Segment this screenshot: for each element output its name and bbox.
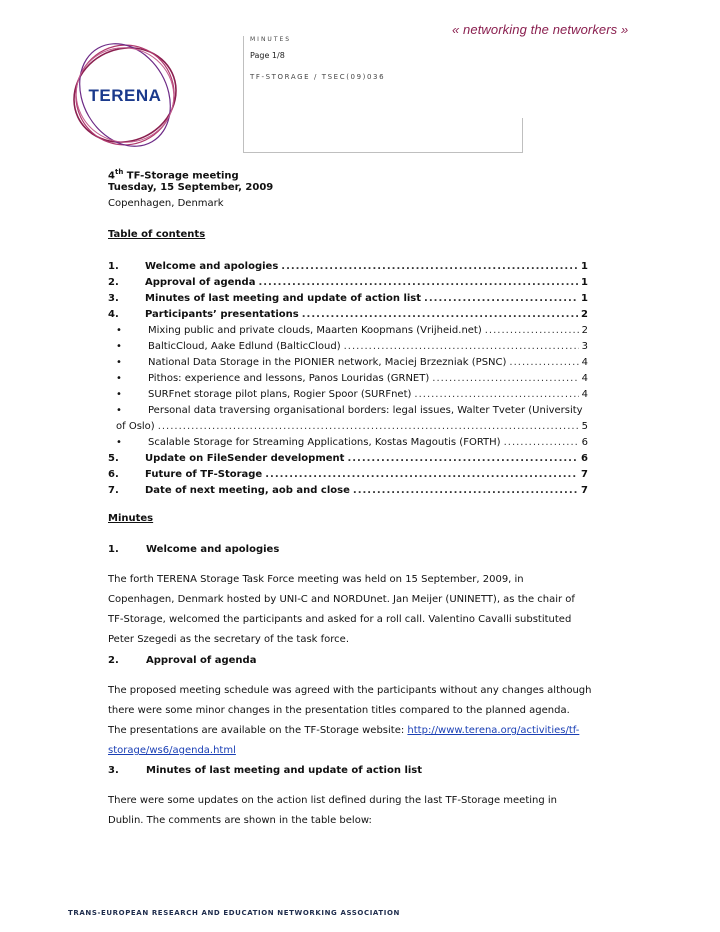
section-3-body: There were some updates on the action list defined during the last TF-Storage meeting in Dublin. The comments are shown in the table below: [108, 795, 558, 826]
toc-entry[interactable]: 2. Approval of agenda ..... 1 [108, 277, 588, 289]
header-divider [243, 36, 244, 153]
toc-sub-entry[interactable]: • Mixing public and private clouds, Maarten Koopmans (Vrijheid.net) ..... 2 [108, 325, 588, 337]
toc-entry[interactable]: 1. Welcome and apologies ..... 1 [108, 261, 588, 273]
meeting-title: 4th TF-Storage meeting [108, 168, 239, 182]
toc-sub-entry[interactable]: • BalticCloud, Aake Edlund (BalticCloud) ..... 3 [108, 341, 588, 353]
toc-sub-entry[interactable]: • Pithos: experience and lessons, Panos Louridas (GRNET) ..... 4 [108, 373, 588, 385]
agenda-link-continued[interactable]: storage/ws6/agenda.html [108, 745, 236, 756]
header-divider-bottom [243, 152, 523, 153]
terena-logo [66, 40, 184, 150]
toc-sub-entry[interactable]: • Scalable Storage for Streaming Applications, Kostas Magoutis (FORTH) ..... 6 [108, 437, 588, 449]
agenda-link[interactable]: http://www.terena.org/activities/tf- [407, 725, 580, 736]
section-2-body: The proposed meeting schedule was agreed with the participants without any changes although there were some minor changes in the presentation titles compared to the planned agenda. The presentations are available on the TF-Storage website: http://www.terena.org/activities/tf- storage/ws6/agenda.html [108, 685, 592, 756]
section-heading: 2. Approval of agenda [108, 655, 257, 666]
footer-association: TRANS-EUROPEAN RESEARCH AND EDUCATION NETWORKING ASSOCIATION [68, 909, 400, 917]
toc-entry[interactable]: 5. Update on FileSender development ..... 6 [108, 453, 588, 465]
toc-sub-entry[interactable]: • National Data Storage in the PIONIER network, Maciej Brzezniak (PSNC) ..... 4 [108, 357, 588, 369]
toc-sub-entry[interactable]: • SURFnet storage pilot plans, Rogier Spoor (SURFnet) ..... 4 [108, 389, 588, 401]
doc-type: MINUTES [250, 36, 292, 43]
page-number: Page 1/8 [250, 51, 285, 60]
section-heading: 1. Welcome and apologies [108, 544, 280, 555]
header-divider-right [522, 118, 523, 153]
toc-entry[interactable]: 6. Future of TF-Storage ..... 7 [108, 469, 588, 481]
toc-heading: Table of contents [108, 229, 206, 240]
tagline: « networking the networkers » [452, 22, 629, 37]
minutes-heading: Minutes [108, 513, 154, 524]
doc-reference: TF-STORAGE / TSEC(09)036 [250, 73, 386, 81]
toc-entry[interactable]: 3. Minutes of last meeting and update of action list ..... 1 [108, 293, 588, 305]
toc-entry[interactable]: 4. Participants’ presentations ..... 2 [108, 309, 588, 321]
meeting-location: Copenhagen, Denmark [108, 198, 224, 209]
section-heading: 3. Minutes of last meeting and update of action list [108, 765, 423, 776]
toc-sub-entry[interactable]: • Personal data traversing organisational borders: legal issues, Walter Tveter (University [116, 405, 583, 416]
toc-sub-entry-continued[interactable]: of Oslo) ..... 5 [116, 421, 588, 433]
meeting-date: Tuesday, 15 September, 2009 [108, 182, 274, 193]
logo-text: TERENA [88, 86, 162, 105]
toc-entry[interactable]: 7. Date of next meeting, aob and close ..... 7 [108, 485, 588, 497]
section-1-body: The forth TERENA Storage Task Force meeting was held on 15 September, 2009, in Copenhagen, Denmark hosted by UNI-C and NORDUnet. Jan Meijer (UNINETT), as the chair of TF-Storage, welcomed the participants and asked for a roll call. Valentino Cavalli substituted Peter Szegedi as the secretary of the task force. [108, 574, 575, 645]
